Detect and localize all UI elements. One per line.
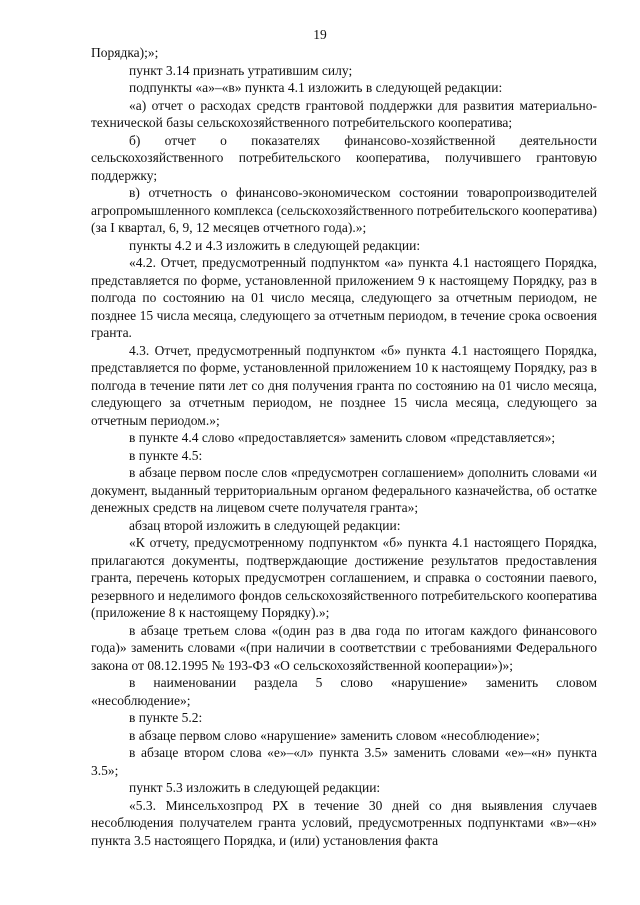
paragraph: в пункте 5.2: [129, 710, 203, 725]
paragraph: «а) отчет о расходах средств грантовой поддержки для развития материально-технической базы сельскохозяйственного потребительского кооператива; [91, 97, 597, 130]
paragraph: пункты 4.2 и 4.3 изложить в следующей редакции: [129, 237, 421, 253]
paragraph: в) отчетность о финансово-экономическом состоянии товаропроизводителей агропромышленного комплекса (сельскохозяйственного потребительского кооператива) (за I квартал, 6, 9, 12 месяцев отчетного года).»; [91, 185, 597, 235]
paragraph: Порядка);»; [91, 45, 159, 60]
paragraph: «4.2. Отчет, предусмотренный подпунктом «а» пункта 4.1 настоящего Порядка, представляется по форме, установленной приложением 9 к настоящему Порядку, раз в полгода по состоянию на 01 число месяца, следующего за отчетным периодом, не позднее 15 числа месяца, следующего за отчетным периодом, в течение срока освоения гранта. [91, 255, 597, 340]
paragraph: пункт 5.3 изложить в следующей редакции: [129, 780, 381, 795]
paragraph: пункт 3.14 признать утратившим силу; [129, 62, 353, 78]
paragraph: в абзаце первом после слов «предусмотрен соглашением» дополнить словами «и документ, выданный территориальным органом федерального казначейства, об остатке денежных средств на лицевом счете получателя гранта»; [91, 465, 597, 515]
paragraph: в наименовании раздела 5 слово «нарушение» заменить словом «несоблюдение»; [91, 675, 597, 708]
paragraph: в абзаце первом слово «нарушение» заменить словом «несоблюдение»; [129, 727, 540, 743]
document-body [91, 44, 597, 849]
page-number: 19 [313, 27, 327, 42]
paragraph: абзац второй изложить в следующей редакции: [129, 517, 401, 533]
paragraph: в абзаце втором слова «е»–«л» пункта 3.5» заменить словами «е»–«н» пункта 3.5»; [91, 745, 597, 778]
paragraph: «К отчету, предусмотренному подпунктом «б» пункта 4.1 настоящего Порядка, прилагаются документы, подтверждающие достижение результатов предоставления гранта, перечень которых предусмотрен соглашением, и справка о состоянии паевого, резервного и неделимого фондов сельскохозяйственного потребительского кооператива (приложение 8 к настоящему Порядку).»; [91, 535, 597, 620]
paragraph: подпункты «а»–«в» пункта 4.1 изложить в следующей редакции: [129, 80, 503, 95]
paragraph: в абзаце третьем слова «(один раз в два года по итогам каждого финансового года)» заменить словами «(при наличии в соответствии с требованиями Федерального закона от 08.12.1995 № 193-ФЗ «О сельскохозяйственной кооперации»)»; [91, 622, 597, 673]
paragraph: в пункте 4.4 слово «предоставляется» заменить словом «представляется»; [129, 430, 556, 445]
paragraph: в пункте 4.5: [129, 447, 203, 463]
paragraph: б) отчет о показателях финансово-хозяйственной деятельности сельскохозяйственного потребительского кооператива, получившего грантовую поддержку; [91, 132, 597, 183]
paragraph: 4.3. Отчет, предусмотренный подпунктом «б» пункта 4.1 настоящего Порядка, представляется по форме, установленной приложением 10 к настоящему Порядку, раз в полгода в течение пяти лет со дня получения гранта по состоянию на 01 число месяца, следующего за отчетным периодом, не позднее 15 числа месяца, следующего за отчетным периодом.»; [91, 342, 597, 428]
paragraph: «5.3. Минсельхозпрод РХ в течение 30 дней со дня выявления случаев несоблюдения получателем гранта условий, предусмотренных подпунктами «в»–«н» пункта 3.5 настоящего Порядка, и (или) установления факта [91, 797, 597, 848]
